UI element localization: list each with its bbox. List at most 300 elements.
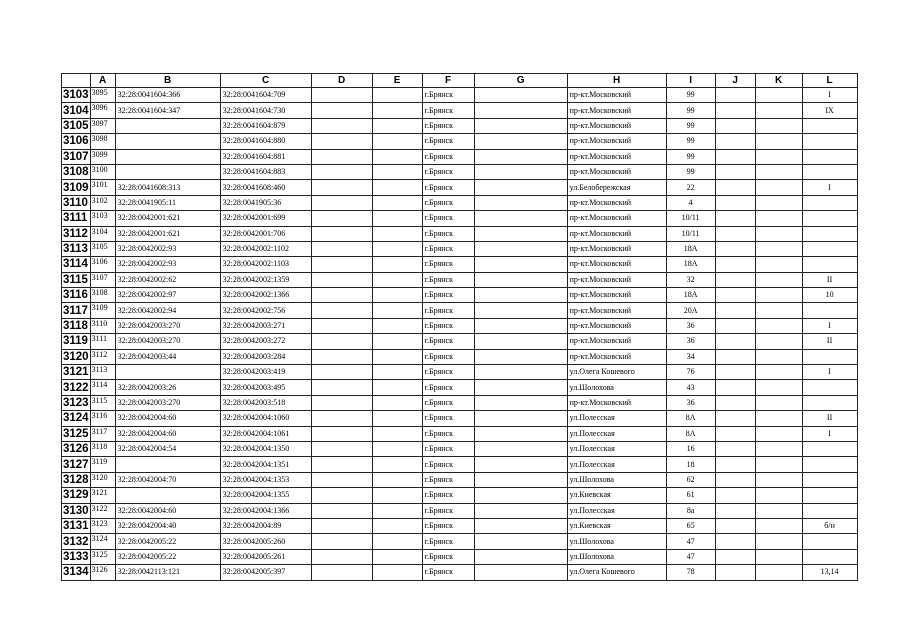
cell-a[interactable]: 3097	[90, 118, 115, 133]
cell-k[interactable]	[755, 488, 802, 503]
cell-a[interactable]: 3115	[90, 395, 115, 410]
column-header-j[interactable]: J	[715, 74, 755, 88]
cell-e[interactable]	[372, 472, 422, 487]
cell-e[interactable]	[372, 349, 422, 364]
cell-g[interactable]	[474, 318, 567, 333]
cell-h[interactable]: пр-кт.Московский	[567, 118, 666, 133]
cell-b[interactable]: 32:28:0042004:60	[115, 503, 220, 518]
cell-c[interactable]: 32:28:0041604:883	[220, 164, 311, 179]
cell-l[interactable]: IX	[802, 103, 857, 118]
cell-f[interactable]: г.Брянск	[422, 288, 474, 303]
cell-b[interactable]: 32:28:0042003:270	[115, 318, 220, 333]
cell-f[interactable]: г.Брянск	[422, 457, 474, 472]
cell-b[interactable]: 32:28:0042004:60	[115, 426, 220, 441]
cell-j[interactable]	[715, 288, 755, 303]
cell-g[interactable]	[474, 488, 567, 503]
cell-d[interactable]	[311, 549, 372, 564]
cell-l[interactable]: 13,14	[802, 565, 857, 580]
cell-k[interactable]	[755, 565, 802, 580]
cell-e[interactable]	[372, 272, 422, 287]
cell-a[interactable]: 3122	[90, 503, 115, 518]
cell-k[interactable]	[755, 411, 802, 426]
cell-a[interactable]: 3103	[90, 211, 115, 226]
cell-e[interactable]	[372, 503, 422, 518]
cell-h[interactable]: ул.Полесская	[567, 503, 666, 518]
cell-d[interactable]	[311, 472, 372, 487]
cell-j[interactable]	[715, 334, 755, 349]
cell-j[interactable]	[715, 180, 755, 195]
cell-e[interactable]	[372, 457, 422, 472]
cell-g[interactable]	[474, 180, 567, 195]
cell-h[interactable]: ул.Полесская	[567, 441, 666, 456]
column-header-b[interactable]: B	[115, 74, 220, 88]
cell-i[interactable]: 32	[666, 272, 715, 287]
cell-e[interactable]	[372, 180, 422, 195]
cell-h[interactable]: ул.Киевская	[567, 488, 666, 503]
cell-h[interactable]: пр-кт.Московский	[567, 241, 666, 256]
cell-i[interactable]: 10/11	[666, 211, 715, 226]
cell-e[interactable]	[372, 226, 422, 241]
cell-c[interactable]: 32:28:0042004:1350	[220, 441, 311, 456]
cell-k[interactable]	[755, 534, 802, 549]
cell-b[interactable]: 32:28:0042001:621	[115, 226, 220, 241]
cell-e[interactable]	[372, 411, 422, 426]
cell-l[interactable]	[802, 457, 857, 472]
cell-a[interactable]: 3114	[90, 380, 115, 395]
cell-d[interactable]	[311, 488, 372, 503]
cell-a[interactable]: 3121	[90, 488, 115, 503]
row-number[interactable]: 3115	[62, 272, 91, 287]
cell-l[interactable]: I	[802, 318, 857, 333]
cell-h[interactable]: пр-кт.Московский	[567, 288, 666, 303]
cell-j[interactable]	[715, 318, 755, 333]
cell-d[interactable]	[311, 503, 372, 518]
cell-i[interactable]: 43	[666, 380, 715, 395]
cell-b[interactable]	[115, 457, 220, 472]
row-number[interactable]: 3117	[62, 303, 91, 318]
cell-a[interactable]: 3119	[90, 457, 115, 472]
row-number[interactable]: 3114	[62, 257, 91, 272]
cell-f[interactable]: г.Брянск	[422, 411, 474, 426]
cell-b[interactable]: 32:28:0042002:93	[115, 257, 220, 272]
cell-b[interactable]: 32:28:0042005:22	[115, 534, 220, 549]
cell-i[interactable]: 8А	[666, 411, 715, 426]
cell-c[interactable]: 32:28:0042003:284	[220, 349, 311, 364]
cell-b[interactable]	[115, 164, 220, 179]
row-number[interactable]: 3113	[62, 241, 91, 256]
cell-d[interactable]	[311, 534, 372, 549]
cell-d[interactable]	[311, 334, 372, 349]
cell-c[interactable]: 32:28:0042002:1366	[220, 288, 311, 303]
row-number[interactable]: 3120	[63, 350, 89, 363]
cell-h[interactable]: пр-кт.Московский	[567, 134, 666, 149]
cell-j[interactable]	[715, 88, 755, 103]
cell-l[interactable]	[802, 441, 857, 456]
cell-d[interactable]	[311, 103, 372, 118]
cell-e[interactable]	[372, 518, 422, 533]
cell-e[interactable]	[372, 211, 422, 226]
cell-d[interactable]	[311, 211, 372, 226]
cell-i[interactable]: 99	[666, 149, 715, 164]
cell-c[interactable]: 32:28:0041604:879	[220, 118, 311, 133]
cell-j[interactable]	[715, 380, 755, 395]
cell-h[interactable]: ул.Полесская	[567, 457, 666, 472]
cell-h[interactable]: ул.Киевская	[567, 518, 666, 533]
cell-j[interactable]	[715, 195, 755, 210]
cell-b[interactable]: 32:28:0041905:11	[115, 195, 220, 210]
cell-i[interactable]: 36	[666, 334, 715, 349]
cell-g[interactable]	[474, 103, 567, 118]
cell-j[interactable]	[715, 441, 755, 456]
cell-b[interactable]: 32:28:0042004:54	[115, 441, 220, 456]
cell-l[interactable]	[802, 241, 857, 256]
cell-f[interactable]: г.Брянск	[422, 503, 474, 518]
cell-e[interactable]	[372, 318, 422, 333]
cell-e[interactable]	[372, 365, 422, 380]
cell-b[interactable]: 32:28:0042004:40	[115, 518, 220, 533]
column-header-k[interactable]: K	[755, 74, 802, 88]
cell-b[interactable]: 32:28:0041604:366	[115, 88, 220, 103]
cell-j[interactable]	[715, 503, 755, 518]
cell-l[interactable]	[802, 503, 857, 518]
cell-d[interactable]	[311, 457, 372, 472]
cell-a[interactable]: 3113	[90, 365, 115, 380]
cell-f[interactable]: г.Брянск	[422, 334, 474, 349]
cell-b[interactable]: 32:28:0042004:70	[115, 472, 220, 487]
cell-a[interactable]: 3123	[90, 518, 115, 533]
cell-h[interactable]: пр-кт.Московский	[567, 103, 666, 118]
cell-g[interactable]	[474, 503, 567, 518]
cell-k[interactable]	[755, 380, 802, 395]
cell-h[interactable]: пр-кт.Московский	[567, 88, 666, 103]
cell-f[interactable]: г.Брянск	[422, 365, 474, 380]
cell-k[interactable]	[755, 257, 802, 272]
cell-h[interactable]: ул.Шолохова	[567, 549, 666, 564]
cell-f[interactable]: г.Брянск	[422, 534, 474, 549]
row-number[interactable]: 3104	[63, 104, 89, 117]
cell-e[interactable]	[372, 549, 422, 564]
cell-b[interactable]: 32:28:0042113:121	[115, 565, 220, 580]
cell-i[interactable]: 36	[666, 318, 715, 333]
cell-d[interactable]	[311, 134, 372, 149]
cell-e[interactable]	[372, 441, 422, 456]
cell-h[interactable]: ул.Полесская	[567, 426, 666, 441]
cell-k[interactable]	[755, 241, 802, 256]
cell-d[interactable]	[311, 441, 372, 456]
cell-g[interactable]	[474, 241, 567, 256]
column-header-c[interactable]: C	[220, 74, 311, 88]
row-number[interactable]: 3108	[63, 166, 89, 179]
cell-f[interactable]: г.Брянск	[422, 134, 474, 149]
cell-f[interactable]: г.Брянск	[422, 149, 474, 164]
cell-f[interactable]: г.Брянск	[422, 195, 474, 210]
cell-j[interactable]	[715, 488, 755, 503]
cell-g[interactable]	[474, 534, 567, 549]
cell-j[interactable]	[715, 226, 755, 241]
cell-k[interactable]	[755, 88, 802, 103]
cell-b[interactable]: 32:28:0042002:62	[115, 272, 220, 287]
cell-d[interactable]	[311, 226, 372, 241]
cell-h[interactable]: пр-кт.Московский	[567, 303, 666, 318]
cell-j[interactable]	[715, 411, 755, 426]
cell-l[interactable]: II	[802, 411, 857, 426]
column-header-e[interactable]: E	[372, 74, 422, 88]
column-header-a[interactable]: A	[90, 74, 115, 88]
cell-h[interactable]: ул.Олега Кошевого	[567, 365, 666, 380]
cell-g[interactable]	[474, 380, 567, 395]
cell-i[interactable]: 10/11	[666, 226, 715, 241]
column-header-h[interactable]: H	[567, 74, 666, 88]
row-number[interactable]: 3119	[62, 334, 91, 349]
cell-l[interactable]	[802, 226, 857, 241]
cell-i[interactable]: 76	[666, 365, 715, 380]
cell-a[interactable]: 3118	[90, 441, 115, 456]
cell-c[interactable]: 32:28:0042002:756	[220, 303, 311, 318]
row-number[interactable]: 3110	[62, 195, 91, 210]
cell-b[interactable]: 32:28:0041608:313	[115, 180, 220, 195]
cell-i[interactable]: 47	[666, 549, 715, 564]
cell-c[interactable]: 32:28:0042004:1351	[220, 457, 311, 472]
cell-f[interactable]: г.Брянск	[422, 226, 474, 241]
cell-g[interactable]	[474, 88, 567, 103]
cell-c[interactable]: 32:28:0041604:880	[220, 134, 311, 149]
cell-g[interactable]	[474, 395, 567, 410]
cell-i[interactable]: 22	[666, 180, 715, 195]
column-header-f[interactable]: F	[422, 74, 474, 88]
cell-g[interactable]	[474, 349, 567, 364]
cell-b[interactable]: 32:28:0042001:621	[115, 211, 220, 226]
cell-f[interactable]: г.Брянск	[422, 241, 474, 256]
row-number[interactable]: 3126	[63, 443, 89, 456]
cell-b[interactable]: 32:28:0042003:270	[115, 334, 220, 349]
cell-b[interactable]	[115, 365, 220, 380]
cell-a[interactable]: 3108	[90, 288, 115, 303]
cell-l[interactable]	[802, 211, 857, 226]
cell-i[interactable]: 36	[666, 395, 715, 410]
cell-d[interactable]	[311, 518, 372, 533]
cell-a[interactable]: 3110	[90, 318, 115, 333]
cell-j[interactable]	[715, 472, 755, 487]
cell-d[interactable]	[311, 426, 372, 441]
cell-b[interactable]	[115, 118, 220, 133]
cell-b[interactable]	[115, 149, 220, 164]
cell-h[interactable]: ул.Белобережская	[567, 180, 666, 195]
cell-e[interactable]	[372, 134, 422, 149]
row-number[interactable]: 3103	[63, 89, 89, 102]
cell-d[interactable]	[311, 241, 372, 256]
cell-e[interactable]	[372, 88, 422, 103]
row-number[interactable]: 3129	[63, 489, 89, 502]
cell-k[interactable]	[755, 195, 802, 210]
cell-i[interactable]: 99	[666, 164, 715, 179]
cell-k[interactable]	[755, 118, 802, 133]
cell-d[interactable]	[311, 164, 372, 179]
cell-h[interactable]: пр-кт.Московский	[567, 164, 666, 179]
cell-g[interactable]	[474, 441, 567, 456]
cell-a[interactable]: 3098	[90, 134, 115, 149]
cell-h[interactable]: ул.Олега Кошевого	[567, 565, 666, 580]
cell-e[interactable]	[372, 257, 422, 272]
row-number[interactable]: 3131	[63, 520, 89, 533]
cell-h[interactable]: пр-кт.Московский	[567, 195, 666, 210]
cell-a[interactable]: 3125	[90, 549, 115, 564]
cell-a[interactable]: 3096	[90, 103, 115, 118]
cell-h[interactable]: ул.Полесская	[567, 411, 666, 426]
cell-d[interactable]	[311, 318, 372, 333]
cell-l[interactable]	[802, 257, 857, 272]
cell-k[interactable]	[755, 441, 802, 456]
cell-d[interactable]	[311, 395, 372, 410]
cell-l[interactable]	[802, 164, 857, 179]
row-number[interactable]: 3112	[62, 226, 91, 241]
cell-k[interactable]	[755, 395, 802, 410]
cell-b[interactable]: 32:28:0042004:60	[115, 411, 220, 426]
cell-i[interactable]: 4	[666, 195, 715, 210]
cell-e[interactable]	[372, 149, 422, 164]
cell-c[interactable]: 32:28:0042004:1353	[220, 472, 311, 487]
cell-k[interactable]	[755, 272, 802, 287]
cell-l[interactable]: I	[802, 365, 857, 380]
row-number[interactable]: 3116	[62, 288, 91, 303]
cell-l[interactable]	[802, 395, 857, 410]
cell-i[interactable]: 8а	[666, 503, 715, 518]
cell-a[interactable]: 3116	[90, 411, 115, 426]
cell-i[interactable]: 8А	[666, 426, 715, 441]
column-header-d[interactable]: D	[311, 74, 372, 88]
cell-g[interactable]	[474, 411, 567, 426]
cell-g[interactable]	[474, 303, 567, 318]
cell-c[interactable]: 32:28:0042002:1103	[220, 257, 311, 272]
cell-d[interactable]	[311, 195, 372, 210]
cell-d[interactable]	[311, 272, 372, 287]
cell-e[interactable]	[372, 488, 422, 503]
cell-c[interactable]: 32:28:0041604:730	[220, 103, 311, 118]
cell-l[interactable]	[802, 349, 857, 364]
cell-d[interactable]	[311, 118, 372, 133]
cell-g[interactable]	[474, 518, 567, 533]
cell-c[interactable]: 32:28:0041608:460	[220, 180, 311, 195]
cell-f[interactable]: г.Брянск	[422, 211, 474, 226]
cell-k[interactable]	[755, 180, 802, 195]
cell-e[interactable]	[372, 380, 422, 395]
cell-h[interactable]: пр-кт.Московский	[567, 395, 666, 410]
cell-b[interactable]: 32:28:0041604:347	[115, 103, 220, 118]
cell-g[interactable]	[474, 565, 567, 580]
cell-d[interactable]	[311, 149, 372, 164]
cell-g[interactable]	[474, 164, 567, 179]
cell-g[interactable]	[474, 365, 567, 380]
cell-a[interactable]: 3099	[90, 149, 115, 164]
cell-l[interactable]: I	[802, 88, 857, 103]
column-header-i[interactable]: I	[666, 74, 715, 88]
cell-c[interactable]: 32:28:0041604:881	[220, 149, 311, 164]
cell-a[interactable]: 3101	[90, 180, 115, 195]
cell-b[interactable]: 32:28:0042003:270	[115, 395, 220, 410]
cell-f[interactable]: г.Брянск	[422, 118, 474, 133]
cell-c[interactable]: 32:28:0042005:261	[220, 549, 311, 564]
cell-c[interactable]: 32:28:0042004:1061	[220, 426, 311, 441]
row-number[interactable]: 3123	[63, 397, 89, 409]
cell-c[interactable]: 32:28:0042003:271	[220, 318, 311, 333]
cell-j[interactable]	[715, 272, 755, 287]
cell-h[interactable]: пр-кт.Московский	[567, 334, 666, 349]
cell-l[interactable]: 10	[802, 288, 857, 303]
row-number[interactable]: 3128	[63, 473, 89, 486]
cell-k[interactable]	[755, 503, 802, 518]
cell-c[interactable]: 32:28:0042003:272	[220, 334, 311, 349]
cell-l[interactable]	[802, 118, 857, 133]
cell-j[interactable]	[715, 118, 755, 133]
cell-k[interactable]	[755, 226, 802, 241]
row-number[interactable]: 3132	[63, 535, 89, 548]
cell-k[interactable]	[755, 334, 802, 349]
cell-g[interactable]	[474, 211, 567, 226]
row-number[interactable]: 3107	[63, 150, 89, 163]
cell-b[interactable]: 32:28:0042002:94	[115, 303, 220, 318]
cell-g[interactable]	[474, 334, 567, 349]
cell-h[interactable]: пр-кт.Московский	[567, 272, 666, 287]
cell-j[interactable]	[715, 134, 755, 149]
cell-e[interactable]	[372, 241, 422, 256]
cell-j[interactable]	[715, 349, 755, 364]
cell-a[interactable]: 3109	[90, 303, 115, 318]
cell-g[interactable]	[474, 257, 567, 272]
cell-k[interactable]	[755, 518, 802, 533]
cell-a[interactable]: 3111	[90, 334, 115, 349]
cell-g[interactable]	[474, 134, 567, 149]
cell-h[interactable]: пр-кт.Московский	[567, 257, 666, 272]
cell-d[interactable]	[311, 257, 372, 272]
cell-a[interactable]: 3100	[90, 164, 115, 179]
cell-c[interactable]: 32:28:0042003:495	[220, 380, 311, 395]
cell-a[interactable]: 3102	[90, 195, 115, 210]
cell-l[interactable]: II	[802, 272, 857, 287]
cell-f[interactable]: г.Брянск	[422, 426, 474, 441]
cell-b[interactable]: 32:28:0042002:97	[115, 288, 220, 303]
cell-f[interactable]: г.Брянск	[422, 303, 474, 318]
cell-h[interactable]: ул.Шолохова	[567, 534, 666, 549]
row-number[interactable]: 3111	[62, 211, 91, 226]
cell-c[interactable]: 32:28:0042004:89	[220, 518, 311, 533]
cell-i[interactable]: 18А	[666, 257, 715, 272]
cell-i[interactable]: 20А	[666, 303, 715, 318]
cell-g[interactable]	[474, 288, 567, 303]
cell-b[interactable]	[115, 134, 220, 149]
cell-k[interactable]	[755, 164, 802, 179]
cell-f[interactable]: г.Брянск	[422, 518, 474, 533]
cell-i[interactable]: 18	[666, 457, 715, 472]
cell-k[interactable]	[755, 288, 802, 303]
cell-j[interactable]	[715, 549, 755, 564]
cell-f[interactable]: г.Брянск	[422, 395, 474, 410]
cell-i[interactable]: 18А	[666, 288, 715, 303]
cell-i[interactable]: 62	[666, 472, 715, 487]
cell-d[interactable]	[311, 180, 372, 195]
cell-e[interactable]	[372, 334, 422, 349]
cell-k[interactable]	[755, 349, 802, 364]
cell-c[interactable]: 32:28:0042004:1060	[220, 411, 311, 426]
cell-d[interactable]	[311, 380, 372, 395]
cell-j[interactable]	[715, 257, 755, 272]
cell-i[interactable]: 18А	[666, 241, 715, 256]
cell-j[interactable]	[715, 164, 755, 179]
cell-l[interactable]	[802, 488, 857, 503]
cell-l[interactable]	[802, 195, 857, 210]
cell-g[interactable]	[474, 272, 567, 287]
cell-i[interactable]: 34	[666, 349, 715, 364]
cell-f[interactable]: г.Брянск	[422, 488, 474, 503]
cell-c[interactable]: 32:28:0042004:1366	[220, 503, 311, 518]
